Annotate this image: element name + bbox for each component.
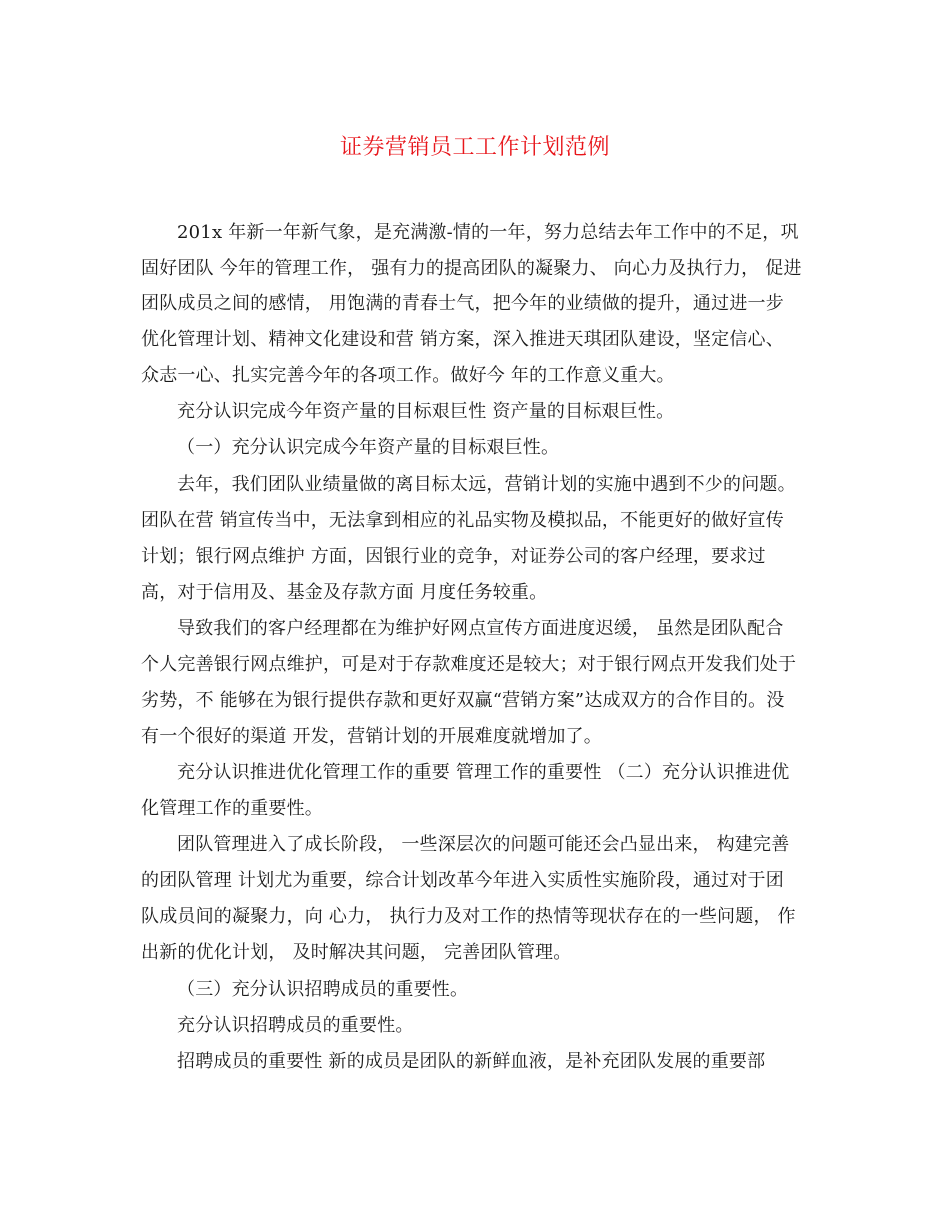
paragraph-line: 充分认识完成今年资产量的目标艰巨性 资产量的目标艰巨性。 — [177, 401, 675, 422]
paragraph-line: 充分认识招聘成员的重要性。 — [177, 1015, 414, 1036]
section-heading: （三）充分认识招聘成员的重要性。 — [177, 979, 469, 1000]
paragraph-line: 充分认识推进优化管理工作的重要 管理工作的重要性 （二）充分认识推进优 — [177, 762, 790, 783]
paragraph-line: 队成员间的凝聚力，向 心力， 执行力及对工作的热情等现状存在的一些问题， 作 — [141, 906, 796, 927]
paragraph-line: 201x 年新一年新气象，是充满激-情的一年，努力总结去年工作中的不足，巩 — [177, 222, 799, 243]
paragraph-line: 出新的优化计划， 及时解决其问题， 完善团队管理。 — [141, 942, 572, 963]
section-heading: （一）充分认识完成今年资产量的目标艰巨性。 — [177, 437, 560, 458]
paragraph-line: 优化管理计划、精神文化建设和营 销方案，深入推进天琪团队建设，坚定信心、 — [141, 329, 784, 350]
document-title: 证券营销员工工作计划范例 — [339, 135, 610, 160]
paragraph-line: 团队成员之间的感情， 用饱满的青春士气，把今年的业绩做的提升，通过进一步 — [141, 293, 784, 314]
paragraph-line: 去年，我们团队业绩量做的离目标太远，营销计划的实施中遇到不少的问题。 — [177, 474, 796, 495]
paragraph-line: 团队在营 销宣传当中，无法拿到相应的礼品实物及模拟品，不能更好的做好宣传 — [141, 510, 784, 531]
paragraph-line: 的团队管理 计划尤为重要，综合计划改革今年进入实质性实施阶段，通过对于团 — [141, 870, 784, 891]
paragraph-line: 导致我们的客户经理都在为维护好网点宣传方面进度迟缓， 虽然是团队配合 — [177, 618, 784, 639]
paragraph-line: 招聘成员的重要性 新的成员是团队的新鲜血液，是补充团队发展的重要部 — [177, 1051, 766, 1072]
paragraph-line: 众志一心、扎实完善今年的各项工作。做好今 年的工作意义重大。 — [141, 365, 675, 386]
paragraph-line: 劣势，不 能够在为银行提供存款和更好双赢“营销方案”达成双方的合作目的。没 — [141, 690, 785, 711]
paragraph-line: 化管理工作的重要性。 — [141, 798, 323, 819]
paragraph-line: 高，对于信用及、基金及存款方面 月度任务较重。 — [141, 582, 548, 603]
paragraph-line: 有一个很好的渠道 开发，营销计划的开展难度就增加了。 — [141, 726, 602, 747]
paragraph-line: 固好团队 今年的管理工作， 强有力的提高团队的凝聚力、 向心力及执行力， 促进 — [141, 258, 802, 279]
paragraph-line: 团队管理进入了成长阶段， 一些深层次的问题可能还会凸显出来， 构建完善 — [177, 834, 790, 855]
paragraph-line: 计划；银行网点维护 方面，因银行业的竞争，对证券公司的客户经理，要求过 — [141, 546, 766, 567]
paragraph-line: 个人完善银行网点维护，可是对于存款难度还是较大；对于银行网点开发我们处于 — [141, 654, 797, 675]
